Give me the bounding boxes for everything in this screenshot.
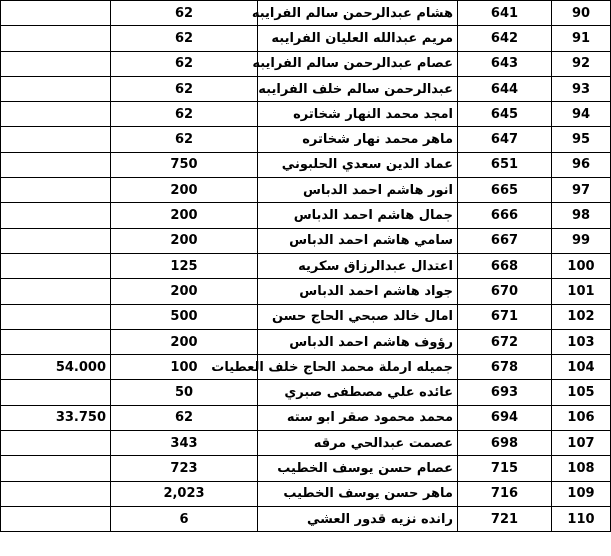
id-cell: 694	[458, 405, 552, 430]
name-cell: عصام حسن يوسف الخطيب	[258, 456, 458, 481]
shares-cell: 62	[111, 127, 258, 152]
shares-cell: 62	[111, 76, 258, 101]
table-row	[1, 506, 611, 531]
table-row	[1, 76, 611, 101]
table-row	[1, 1, 611, 26]
id-cell: 645	[458, 102, 552, 127]
seq-cell: 99	[552, 228, 611, 253]
id-cell: 666	[458, 203, 552, 228]
name-cell: عصمت عبدالحي مرقه	[258, 431, 458, 456]
seq-cell: 105	[552, 380, 611, 405]
id-cell: 672	[458, 329, 552, 354]
id-cell: 678	[458, 355, 552, 380]
amount-cell	[1, 279, 111, 304]
amount-cell	[1, 76, 111, 101]
name-cell: محمد محمود صقر ابو سته	[258, 405, 458, 430]
seq-cell: 94	[552, 102, 611, 127]
table-row	[1, 51, 611, 76]
id-cell: 667	[458, 228, 552, 253]
id-cell: 670	[458, 279, 552, 304]
amount-cell	[1, 380, 111, 405]
shareholders-table-body	[1, 1, 611, 532]
id-cell: 665	[458, 178, 552, 203]
table-row	[1, 355, 611, 380]
seq-cell: 106	[552, 405, 611, 430]
shares-cell: 62	[111, 1, 258, 26]
amount-cell: 33.750	[1, 405, 111, 430]
table-row	[1, 405, 611, 430]
seq-cell: 91	[552, 26, 611, 51]
amount-cell	[1, 178, 111, 203]
id-cell: 651	[458, 152, 552, 177]
seq-cell: 98	[552, 203, 611, 228]
shares-cell: 200	[111, 203, 258, 228]
seq-cell: 108	[552, 456, 611, 481]
shares-cell: 62	[111, 26, 258, 51]
name-cell: عائده علي مصطفى صبري	[258, 380, 458, 405]
shares-cell: 723	[111, 456, 258, 481]
amount-cell	[1, 304, 111, 329]
name-cell: انور هاشم احمد الدباس	[258, 178, 458, 203]
amount-cell	[1, 456, 111, 481]
id-cell: 644	[458, 76, 552, 101]
amount-cell	[1, 1, 111, 26]
amount-cell	[1, 228, 111, 253]
table-row	[1, 380, 611, 405]
amount-cell	[1, 481, 111, 506]
table-row	[1, 178, 611, 203]
id-cell: 698	[458, 431, 552, 456]
seq-cell: 109	[552, 481, 611, 506]
seq-cell: 97	[552, 178, 611, 203]
amount-cell	[1, 127, 111, 152]
table-row	[1, 203, 611, 228]
shares-cell: 200	[111, 279, 258, 304]
shares-cell: 62	[111, 102, 258, 127]
seq-cell: 107	[552, 431, 611, 456]
amount-cell	[1, 26, 111, 51]
shares-cell: 62	[111, 51, 258, 76]
shares-cell: 750	[111, 152, 258, 177]
shares-cell: 62	[111, 405, 258, 430]
seq-cell: 95	[552, 127, 611, 152]
id-cell: 643	[458, 51, 552, 76]
amount-cell	[1, 203, 111, 228]
name-cell: رانده نزيه قدور العشي	[258, 506, 458, 531]
id-cell: 671	[458, 304, 552, 329]
amount-cell: 54.000	[1, 355, 111, 380]
name-cell: هشام عبدالرحمن سالم الفرايبه	[258, 1, 458, 26]
id-cell: 668	[458, 253, 552, 278]
id-cell: 647	[458, 127, 552, 152]
id-cell: 716	[458, 481, 552, 506]
seq-cell: 103	[552, 329, 611, 354]
table-row	[1, 102, 611, 127]
id-cell: 693	[458, 380, 552, 405]
id-cell: 715	[458, 456, 552, 481]
name-cell: امجد محمد النهار شخاتره	[258, 102, 458, 127]
name-cell: عبدالرحمن سالم خلف الفرايبه	[258, 76, 458, 101]
table-row	[1, 253, 611, 278]
shares-cell: 6	[111, 506, 258, 531]
name-cell: عصام عبدالرحمن سالم الفرايبه	[258, 51, 458, 76]
name-cell: امال خالد صبحي الحاج حسن	[258, 304, 458, 329]
name-cell: عماد الدين سعدي الحلبوني	[258, 152, 458, 177]
shares-cell: 50	[111, 380, 258, 405]
seq-cell: 90	[552, 1, 611, 26]
id-cell: 721	[458, 506, 552, 531]
seq-cell: 104	[552, 355, 611, 380]
table-row	[1, 228, 611, 253]
name-cell: رؤوف هاشم احمد الدباس	[258, 329, 458, 354]
table-row	[1, 431, 611, 456]
name-cell: جواد هاشم احمد الدباس	[258, 279, 458, 304]
seq-cell: 92	[552, 51, 611, 76]
shares-cell: 200	[111, 228, 258, 253]
seq-cell: 96	[552, 152, 611, 177]
name-cell: ماهر حسن يوسف الخطيب	[258, 481, 458, 506]
name-cell: مريم عبدالله العليان الفرايبه	[258, 26, 458, 51]
name-cell: جمال هاشم احمد الدباس	[258, 203, 458, 228]
amount-cell	[1, 102, 111, 127]
amount-cell	[1, 506, 111, 531]
amount-cell	[1, 329, 111, 354]
amount-cell	[1, 152, 111, 177]
table-row	[1, 456, 611, 481]
name-cell: سامي هاشم احمد الدباس	[258, 228, 458, 253]
seq-cell: 110	[552, 506, 611, 531]
id-cell: 641	[458, 1, 552, 26]
table-row	[1, 152, 611, 177]
table-row	[1, 127, 611, 152]
shares-cell: 200	[111, 178, 258, 203]
amount-cell	[1, 253, 111, 278]
table-row	[1, 481, 611, 506]
seq-cell: 102	[552, 304, 611, 329]
table-row	[1, 329, 611, 354]
seq-cell: 100	[552, 253, 611, 278]
amount-cell	[1, 51, 111, 76]
id-cell: 642	[458, 26, 552, 51]
shares-cell: 125	[111, 253, 258, 278]
name-cell: ماهر محمد نهار شخاتره	[258, 127, 458, 152]
shares-cell: 200	[111, 329, 258, 354]
table-row	[1, 304, 611, 329]
seq-cell: 101	[552, 279, 611, 304]
shares-cell: 500	[111, 304, 258, 329]
shares-cell: 343	[111, 431, 258, 456]
shares-cell: 2,023	[111, 481, 258, 506]
table-row	[1, 279, 611, 304]
name-cell: جميله ارملة محمد الحاج خلف العطيات	[258, 355, 458, 380]
amount-cell	[1, 431, 111, 456]
seq-cell: 93	[552, 76, 611, 101]
shares-cell: 100	[111, 355, 258, 380]
table-row	[1, 26, 611, 51]
name-cell: اعتدال عبدالرزاق سكريه	[258, 253, 458, 278]
